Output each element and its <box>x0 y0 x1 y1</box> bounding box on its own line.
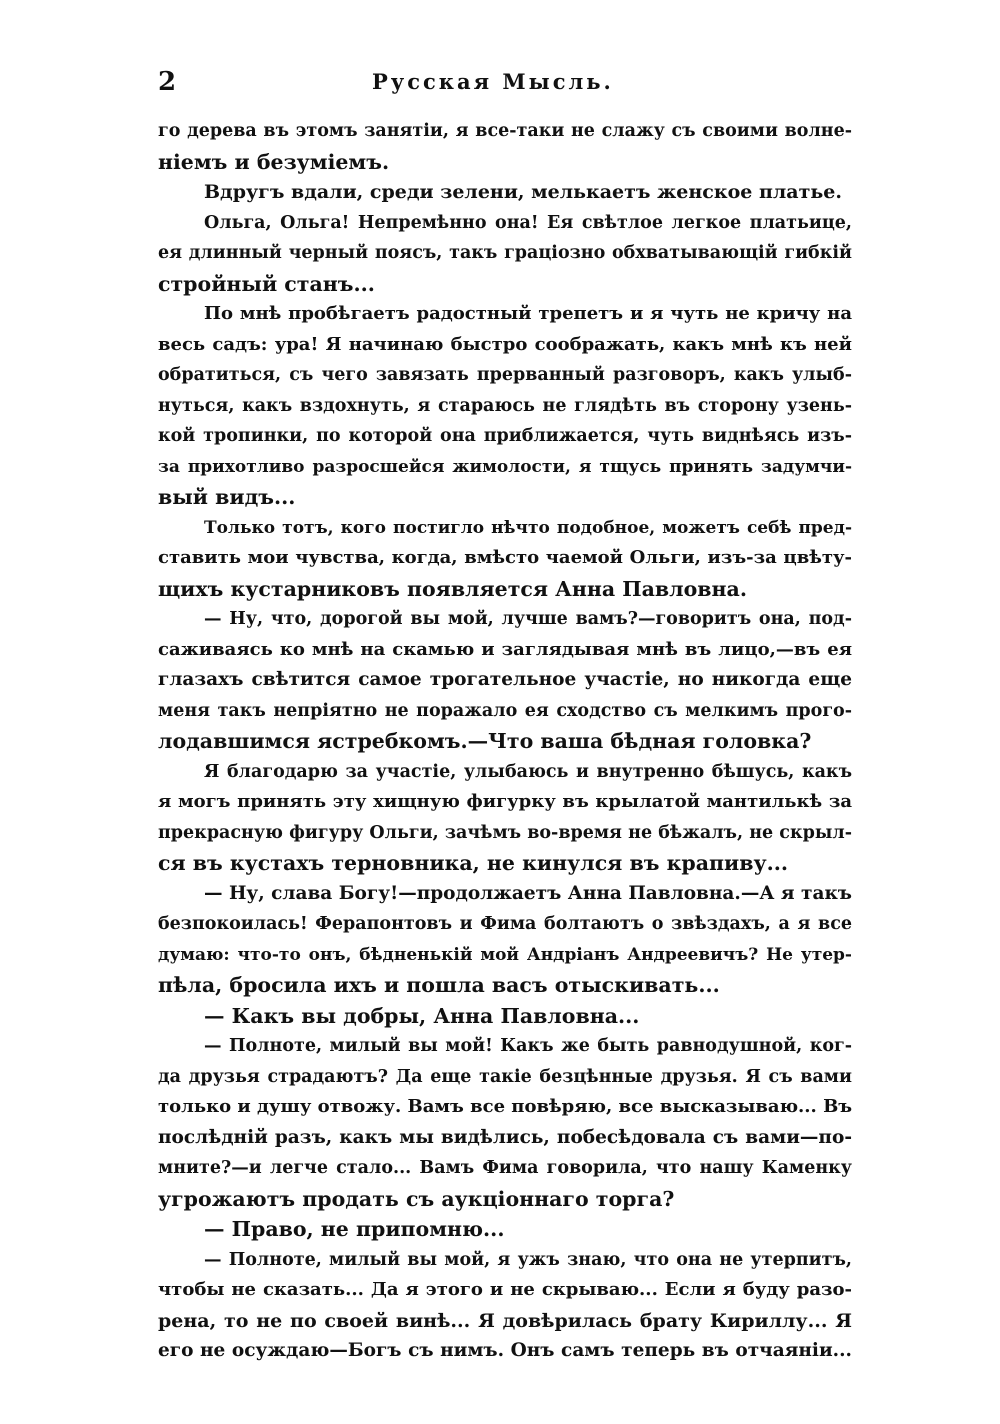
text-line: — Ну, слава Богу!—продолжаетъ Анна Павловна.—А я такъ <box>204 882 852 904</box>
text-line: щихъ кустарниковъ появляется Анна Павловна. <box>158 576 747 601</box>
text-line: прекрасную фигуру Ольги, зачѣмъ во-время не бѣжалъ, не скрыл- <box>158 822 852 843</box>
text-line: Только тотъ, кого постигло нѣчто подобное, можетъ себѣ пред- <box>204 517 852 538</box>
text-line: глазахъ свѣтится самое трогательное участіе, но никогда еще <box>158 669 852 690</box>
text-line: я могъ принять эту хищную фигурку въ крылатой мантилькѣ за <box>158 791 852 812</box>
text-line: стройный станъ... <box>158 271 375 296</box>
book-page <box>158 62 852 1367</box>
text-line: рена, то не по своей винѣ... Я довѣрилась брату Кириллу... Я <box>158 1309 852 1332</box>
text-line: его не осуждаю—Богъ съ нимъ. Онъ самъ теперь въ отчаяніи... <box>158 1340 852 1361</box>
text-line: — Право, не припомню... <box>204 1217 505 1241</box>
text-line: думаю: что-то онъ, бѣдненькій мой Андріанъ Андреевичъ? Не утер- <box>158 944 852 965</box>
text-line: вый видъ... <box>158 485 296 509</box>
text-line: мните?—и легче стало... Вамъ Фима говорила, что нашу Каменку <box>158 1158 852 1178</box>
text-line: за прихотливо разросшейся жимолости, я тщусь принять задумчи- <box>158 456 852 477</box>
running-title: Русская Мысль. <box>372 69 614 94</box>
text-line: послѣдній разъ, какъ мы видѣлись, побесѣдовала съ вами—по- <box>158 1126 852 1148</box>
text-line: Вдругъ вдали, среди зелени, мелькаетъ женское платье. <box>204 181 842 203</box>
page-number: 2 <box>158 67 177 97</box>
text-line: безпокоилась! Ферапонтовъ и Фима болтаютъ о звѣздахъ, а я все <box>158 914 852 934</box>
text-line: саживаясь ко мнѣ на скамью и заглядывая мнѣ въ лицо,—въ ея <box>158 638 852 660</box>
text-line: го дерева въ этомъ занятіи, я все-таки не слажу съ своими волне- <box>158 121 852 141</box>
page-header <box>158 62 852 102</box>
text-line: По мнѣ пробѣгаетъ радостный трепетъ и я чуть не кричу на <box>204 303 852 324</box>
text-line: Ольга, Ольга! Непремѣнно она! Ея свѣтлое легкое платьице, <box>204 212 852 233</box>
text-line: лодавшимся ястребкомъ.—Что ваша бѣдная головка? <box>158 729 812 753</box>
body-text <box>158 116 852 1367</box>
text-line: — Ну, что, дорогой вы мой, лучше вамъ?—говоритъ она, под- <box>204 609 852 629</box>
text-line: угрожаютъ продать съ аукціоннаго торга? <box>158 1186 675 1211</box>
text-line: меня такъ непріятно не поражало ея сходство съ мелкимъ прого- <box>158 700 852 721</box>
text-line: — Полноте, милый вы мой! Какъ же быть равнодушной, ког- <box>204 1036 852 1056</box>
text-line: ся въ кустахъ терновника, не кинулся въ крапиву... <box>158 851 788 875</box>
text-line: весь садъ: ура! Я начинаю быстро соображать, какъ мнѣ къ ней <box>158 333 852 355</box>
text-line: ставить мои чувства, когда, вмѣсто чаемой Ольги, изъ-за цвѣту- <box>158 547 852 568</box>
text-line: — Полноте, милый вы мой, я ужъ знаю, что она не утерпитъ, <box>204 1249 852 1270</box>
text-line: ея длинный черный поясъ, такъ граціозно обхватывающій гибкій <box>158 243 852 263</box>
text-line: ніемъ и безуміемъ. <box>158 149 390 174</box>
text-line: кой тропинки, по которой она приближается, чуть виднѣясь изъ- <box>158 426 852 446</box>
text-line: Я благодарю за участіе, улыбаюсь и внутренно бѣшусь, какъ <box>204 761 852 782</box>
text-line: да друзья страдаютъ? Да еще такіе безцѣнные друзья. Я съ вами <box>158 1066 852 1087</box>
text-line: пѣла, бросила ихъ и пошла васъ отыскивать... <box>158 973 720 997</box>
text-line: только и душу отвожу. Вамъ все повѣряю, все высказываю... Въ <box>158 1096 852 1117</box>
text-line: обратиться, съ чего завязать прерванный разговоръ, какъ улыб- <box>158 365 852 385</box>
text-line: нуться, какъ вздохнуть, я стараюсь не глядѣть въ сторону узень- <box>158 395 852 416</box>
text-line: чтобы не сказать... Да я этого и не скрываю... Если я буду разо- <box>158 1279 852 1300</box>
text-line: — Какъ вы добры, Анна Павловна... <box>204 1003 640 1028</box>
